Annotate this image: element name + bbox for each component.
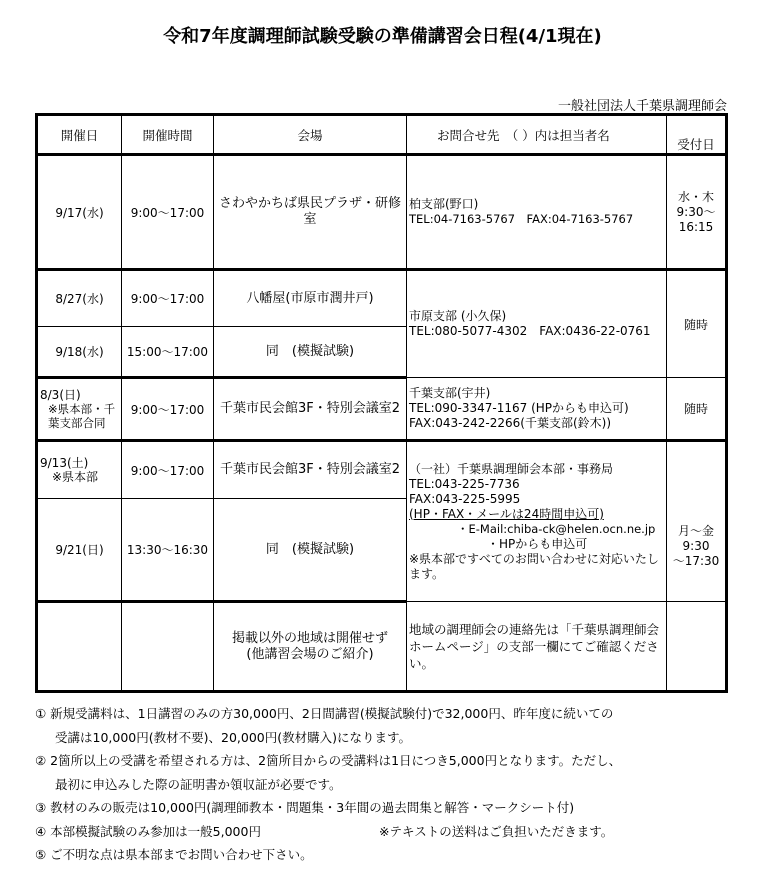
- group2-contact: [407, 270, 667, 378]
- row5-time: 9:00～17:00: [122, 441, 214, 499]
- page-title: 令和7年度調理師試験受験の準備講習会日程(4/1現在): [163, 26, 602, 47]
- row7-venue-line2: (他講習会場のご紹介): [246, 646, 374, 662]
- table-row: [37, 155, 727, 270]
- group4-contact: [407, 441, 667, 602]
- row1-date: 9/17(水): [37, 155, 122, 270]
- row5-venue: 千葉市民会館3F・特別会議室2: [214, 441, 407, 499]
- header-reception: 受付日: [667, 115, 727, 155]
- table-row: [37, 378, 727, 441]
- row1-contact-name: 柏支部(野口): [409, 197, 479, 211]
- row1-contact-tel: TEL:04-7163-5767 FAX:04-7163-5767: [409, 212, 634, 226]
- group2-contact-tel: TEL:080-5077-4302 FAX:0436-22-0761: [409, 324, 651, 338]
- row4-date-value: 8/3(日): [40, 388, 81, 402]
- group4-reception: [667, 441, 727, 602]
- row3-date: 9/18(水): [37, 327, 122, 378]
- row4-contact-fax: FAX:043-242-2266(千葉支部(鈴木)): [409, 416, 612, 430]
- row6-venue: 同 (模擬試験): [214, 499, 407, 602]
- row1-reception: [667, 155, 727, 270]
- row4-contact-name: 千葉支部(宇井): [409, 386, 491, 400]
- organization-name: 一般社団法人千葉県調理師会: [557, 99, 727, 114]
- row7-contact: 地域の調理師会の連絡先は「千葉県調理師会ホームページ」の支部一欄にてご確認ください。: [407, 602, 667, 692]
- group4-contact-email: ・E-Mail:chiba-ck@helen.ocn.ne.jp: [457, 521, 656, 536]
- group4-contact-note: ※県本部ですべてのお問い合わせに対応いたします。: [409, 551, 659, 581]
- row1-time: 9:00～17:00: [122, 155, 214, 270]
- row4-date: [37, 378, 122, 441]
- row6-date: 9/21(日): [37, 499, 122, 602]
- row5-date-value: 9/13(土): [40, 456, 89, 470]
- row3-time: 15:00～17:00: [122, 327, 214, 378]
- note-2-line2: 最初に申込みした際の証明書か領収証が必要です。: [55, 776, 342, 792]
- row4-contact-tel: TEL:090-3347-1167 (HPからも申込可): [409, 401, 629, 415]
- table-header-row: [37, 115, 727, 155]
- row1-reception-end: 16:15: [678, 219, 714, 234]
- row5-date-note: ※県本部: [52, 470, 99, 484]
- row2-date: 8/27(水): [37, 270, 122, 327]
- header-contact: お問合せ先 （ ）内は担当者名: [407, 115, 667, 155]
- note-3: ③ 教材のみの販売は10,000円(調理師教本・問題集・3年間の過去問集と解答・マークシート付): [35, 800, 575, 815]
- note-1-line2: 受講は10,000円(教材不要)、20,000円(教材購入)になります。: [55, 729, 411, 745]
- row4-time: 9:00～17:00: [122, 378, 214, 441]
- note-4-fee: ④ 本部模擬試験のみ参加は一般5,000円: [35, 823, 261, 839]
- table-row: [37, 441, 727, 499]
- note-4-shipping: ※テキストの送料はご負担いただきます。: [378, 823, 614, 839]
- row2-venue: 八幡屋(市原市潤井戸): [214, 270, 407, 327]
- row3-venue: 同 (模擬試験): [214, 327, 407, 378]
- row2-time: 9:00～17:00: [122, 270, 214, 327]
- group4-contact-hp: ・HPからも申込可: [487, 536, 588, 551]
- table-row: [37, 602, 727, 692]
- group4-contact-tel: TEL:043-225-7736: [409, 476, 520, 491]
- notes-section: [35, 702, 735, 867]
- group4-reception-start: 9:30: [682, 539, 710, 553]
- row1-contact: [407, 155, 667, 270]
- row4-reception: 随時: [667, 378, 727, 441]
- group4-reception-days: 月～金: [677, 524, 714, 538]
- group2-contact-name: 市原支部 (小久保): [409, 309, 507, 323]
- row6-time: 13:30～16:30: [122, 499, 214, 602]
- row1-reception-days: 水・木: [677, 189, 714, 204]
- note-5: ⑤ ご不明な点は県本部までお問い合わせ下さい。: [35, 847, 313, 862]
- schedule-table: [35, 113, 728, 693]
- group2-reception: 随時: [667, 270, 727, 378]
- note-2-line1: ② 2箇所以上の受講を希望される方は、2箇所目からの受講料は1日につき5,000円となります。ただし、: [35, 753, 622, 768]
- group4-contact-hours: (HP・FAX・メールは24時間申込可): [409, 506, 604, 521]
- header-time: 開催時間: [122, 115, 214, 155]
- row7-time: [122, 602, 214, 692]
- group4-contact-name: （一社）千葉県調理師会本部・事務局: [409, 461, 614, 476]
- header-date: 開催日: [37, 115, 122, 155]
- row7-date: [37, 602, 122, 692]
- row4-venue: 千葉市民会館3F・特別会議室2: [214, 378, 407, 441]
- row7-venue: [214, 602, 407, 692]
- row5-date: [37, 441, 122, 499]
- note-1-line1: ① 新規受講料は、1日講習のみの方30,000円、2日間講習(模擬試験付)で32,000円、昨年度に続いての: [35, 706, 614, 721]
- row1-reception-start: 9:30～: [676, 204, 716, 219]
- note-4: [35, 820, 735, 844]
- header-venue: 会場: [214, 115, 407, 155]
- row7-reception: [667, 602, 727, 692]
- row4-date-note: ※県本部・千葉支部合同: [48, 402, 116, 430]
- group4-contact-fax: FAX:043-225-5995: [409, 491, 521, 506]
- table-row: [37, 270, 727, 327]
- row1-venue: さわやかちば県民プラザ・研修室: [214, 155, 407, 270]
- group4-reception-end: ～17:30: [672, 554, 720, 568]
- row4-contact: [407, 378, 667, 441]
- row7-venue-line1: 掲載以外の地域は開催せず: [231, 630, 388, 646]
